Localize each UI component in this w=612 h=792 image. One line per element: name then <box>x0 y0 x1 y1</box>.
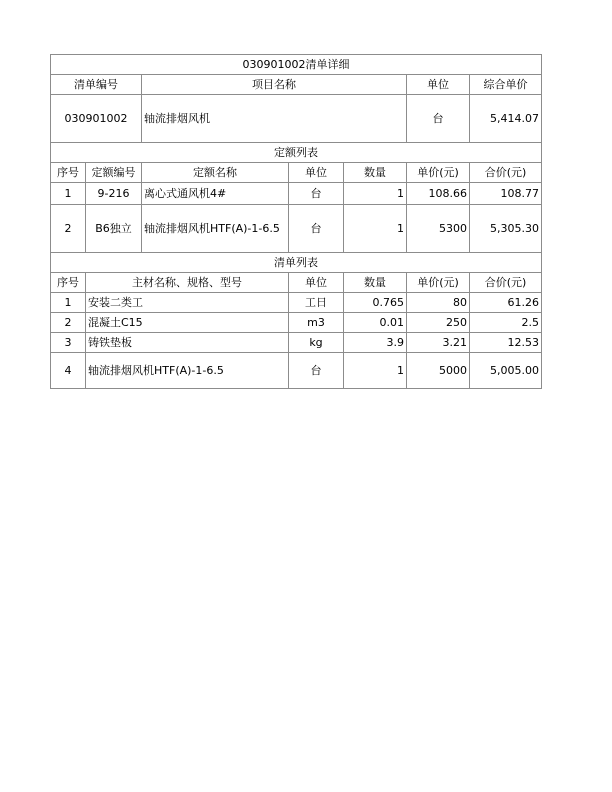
summary-header-name: 项目名称 <box>142 75 407 95</box>
summary-header-code: 清单编号 <box>51 75 142 95</box>
materials-section-row <box>51 253 542 273</box>
summary-name: 轴流排烟风机 <box>142 95 407 143</box>
quota-total: 5,305.30 <box>470 205 542 253</box>
material-total: 5,005.00 <box>470 353 542 389</box>
quota-unit-price: 5300 <box>407 205 470 253</box>
quota-section-row <box>51 143 542 163</box>
quota-name: 离心式通风机4# <box>142 183 289 205</box>
material-qty: 0.765 <box>344 293 407 313</box>
quota-qty: 1 <box>344 205 407 253</box>
quota-section-title: 定额列表 <box>51 143 542 163</box>
quota-header-unit: 单位 <box>289 163 344 183</box>
table-row <box>51 293 542 313</box>
material-total: 2.5 <box>470 313 542 333</box>
material-no: 1 <box>51 293 86 313</box>
summary-row <box>51 95 542 143</box>
quota-name: 轴流排烟风机HTF(A)-1-6.5 <box>142 205 289 253</box>
quota-header-total: 合价(元) <box>470 163 542 183</box>
material-unit-price: 5000 <box>407 353 470 389</box>
material-name: 混凝土C15 <box>86 313 289 333</box>
summary-header-unit: 单位 <box>407 75 470 95</box>
material-no: 4 <box>51 353 86 389</box>
quota-code: 9-216 <box>86 183 142 205</box>
table-row <box>51 313 542 333</box>
quota-qty: 1 <box>344 183 407 205</box>
table-row <box>51 333 542 353</box>
quota-total: 108.77 <box>470 183 542 205</box>
material-name: 安装二类工 <box>86 293 289 313</box>
table-row <box>51 353 542 389</box>
quota-header-row <box>51 163 542 183</box>
summary-price: 5,414.07 <box>470 95 542 143</box>
material-name: 铸铁垫板 <box>86 333 289 353</box>
bill-detail-table <box>50 54 542 389</box>
material-qty: 3.9 <box>344 333 407 353</box>
summary-header-row <box>51 75 542 95</box>
materials-section-title: 清单列表 <box>51 253 542 273</box>
table-row <box>51 183 542 205</box>
material-qty: 0.01 <box>344 313 407 333</box>
material-unit-price: 250 <box>407 313 470 333</box>
table-title: 030901002清单详细 <box>51 55 542 75</box>
material-total: 61.26 <box>470 293 542 313</box>
summary-header-price: 综合单价 <box>470 75 542 95</box>
quota-unit-price: 108.66 <box>407 183 470 205</box>
quota-header-unit-price: 单价(元) <box>407 163 470 183</box>
material-unit: m3 <box>289 313 344 333</box>
quota-code: B6独立 <box>86 205 142 253</box>
materials-header-total: 合价(元) <box>470 273 542 293</box>
summary-unit: 台 <box>407 95 470 143</box>
material-unit-price: 3.21 <box>407 333 470 353</box>
materials-header-row <box>51 273 542 293</box>
quota-header-no: 序号 <box>51 163 86 183</box>
table-row <box>51 205 542 253</box>
materials-header-qty: 数量 <box>344 273 407 293</box>
material-no: 3 <box>51 333 86 353</box>
materials-header-name: 主材名称、规格、型号 <box>86 273 289 293</box>
material-unit: 台 <box>289 353 344 389</box>
title-row <box>51 55 542 75</box>
material-unit: kg <box>289 333 344 353</box>
quota-header-code: 定额编号 <box>86 163 142 183</box>
quota-header-name: 定额名称 <box>142 163 289 183</box>
summary-code: 030901002 <box>51 95 142 143</box>
material-name: 轴流排烟风机HTF(A)-1-6.5 <box>86 353 289 389</box>
material-unit-price: 80 <box>407 293 470 313</box>
quota-no: 1 <box>51 183 86 205</box>
materials-header-unit-price: 单价(元) <box>407 273 470 293</box>
material-total: 12.53 <box>470 333 542 353</box>
materials-header-unit: 单位 <box>289 273 344 293</box>
material-unit: 工日 <box>289 293 344 313</box>
quota-unit: 台 <box>289 183 344 205</box>
materials-header-no: 序号 <box>51 273 86 293</box>
quota-header-qty: 数量 <box>344 163 407 183</box>
material-qty: 1 <box>344 353 407 389</box>
material-no: 2 <box>51 313 86 333</box>
quota-no: 2 <box>51 205 86 253</box>
quota-unit: 台 <box>289 205 344 253</box>
